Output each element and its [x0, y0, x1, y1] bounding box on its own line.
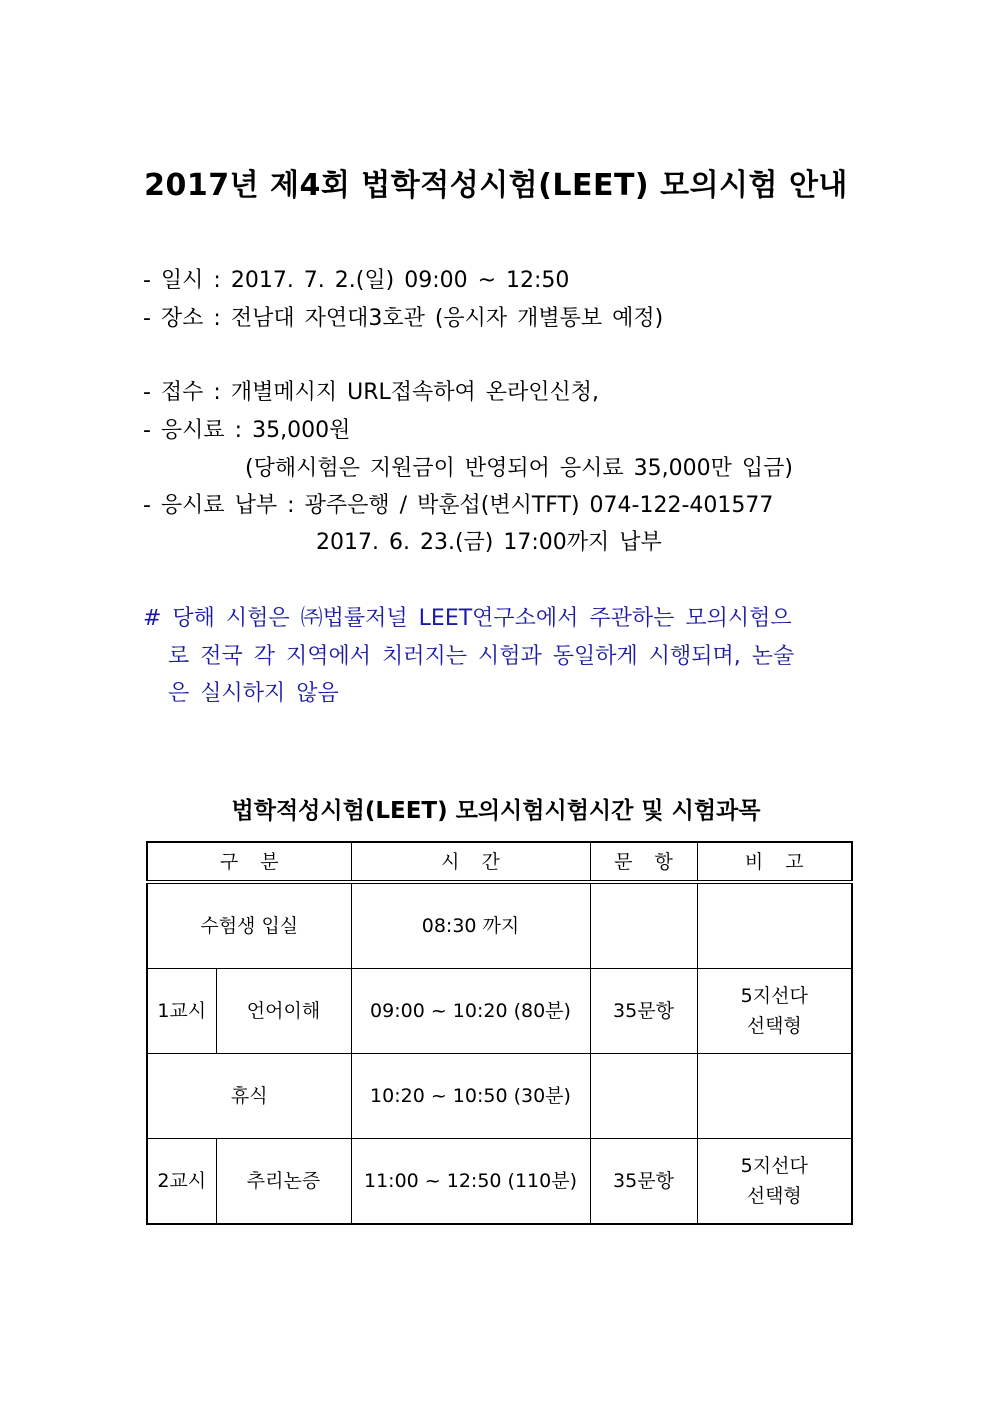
row-note-2 — [697, 1139, 852, 1225]
info-payment: - 응시료 납부 : 광주은행 / 박훈섭(변시TFT) 074-122-401577 — [143, 493, 774, 518]
row-subject-1: 언어이해 — [216, 969, 351, 1054]
info-fee-note: (당해시험은 지원금이 반영되어 응시료 35,000만 입금) — [245, 456, 793, 481]
row-note-1-line-1: 5지선다 — [740, 985, 808, 1007]
info-deadline: 2017. 6. 23.(금) 17:00까지 납부 — [316, 530, 662, 555]
row-note-1 — [697, 969, 852, 1054]
schedule-header-row — [147, 842, 852, 882]
notice-line-2: 로 전국 각 지역에서 치러지는 시험과 동일하게 시행되며, 논술 — [168, 644, 795, 669]
row-period-2: 2교시 — [147, 1139, 216, 1225]
table-row — [147, 882, 852, 969]
row-time-2: 11:00 ~ 12:50 (110분) — [351, 1139, 590, 1225]
row-items-2: 35문항 — [590, 1139, 697, 1225]
table-row — [147, 1139, 852, 1225]
row-time-1: 09:00 ~ 10:20 (80분) — [351, 969, 590, 1054]
table-row — [147, 969, 852, 1054]
header-category: 구분 — [147, 842, 351, 882]
table-row — [147, 1054, 852, 1139]
row-entry-note — [697, 882, 852, 969]
info-place: - 장소 : 전남대 자연대3호관 (응시자 개별통보 예정) — [143, 306, 664, 331]
row-subject-2: 추리논증 — [216, 1139, 351, 1225]
notice-line-3: 은 실시하지 않음 — [168, 681, 339, 706]
schedule-table — [146, 841, 853, 1225]
row-break-note — [697, 1054, 852, 1139]
page-title: 2017년 제4회 법학적성시험(LEET) 모의시험 안내 — [144, 168, 848, 203]
row-break-time: 10:20 ~ 10:50 (30분) — [351, 1054, 590, 1139]
info-apply: - 접수 : 개별메시지 URL접속하여 온라인신청, — [143, 380, 599, 405]
row-entry-time: 08:30 까지 — [351, 882, 590, 969]
row-break-items — [590, 1054, 697, 1139]
notice-line-1: # 당해 시험은 ㈜법률저널 LEET연구소에서 주관하는 모의시험으 — [143, 606, 792, 631]
header-items: 문항 — [590, 842, 697, 882]
header-note: 비고 — [697, 842, 852, 882]
schedule-title: 법학적성시험(LEET) 모의시험시험시간 및 시험과목 — [231, 798, 761, 824]
info-date: - 일시 : 2017. 7. 2.(일) 09:00 ~ 12:50 — [143, 268, 570, 293]
row-items-1: 35문항 — [590, 969, 697, 1054]
row-break-name: 휴식 — [147, 1054, 351, 1139]
row-entry-name: 수험생 입실 — [147, 882, 351, 969]
row-entry-items — [590, 882, 697, 969]
row-note-2-line-2: 선택형 — [746, 1185, 802, 1207]
header-time: 시간 — [351, 842, 590, 882]
row-note-1-line-2: 선택형 — [746, 1015, 802, 1037]
row-note-2-line-1: 5지선다 — [740, 1155, 808, 1177]
row-period-1: 1교시 — [147, 969, 216, 1054]
info-fee: - 응시료 : 35,000원 — [143, 418, 351, 443]
